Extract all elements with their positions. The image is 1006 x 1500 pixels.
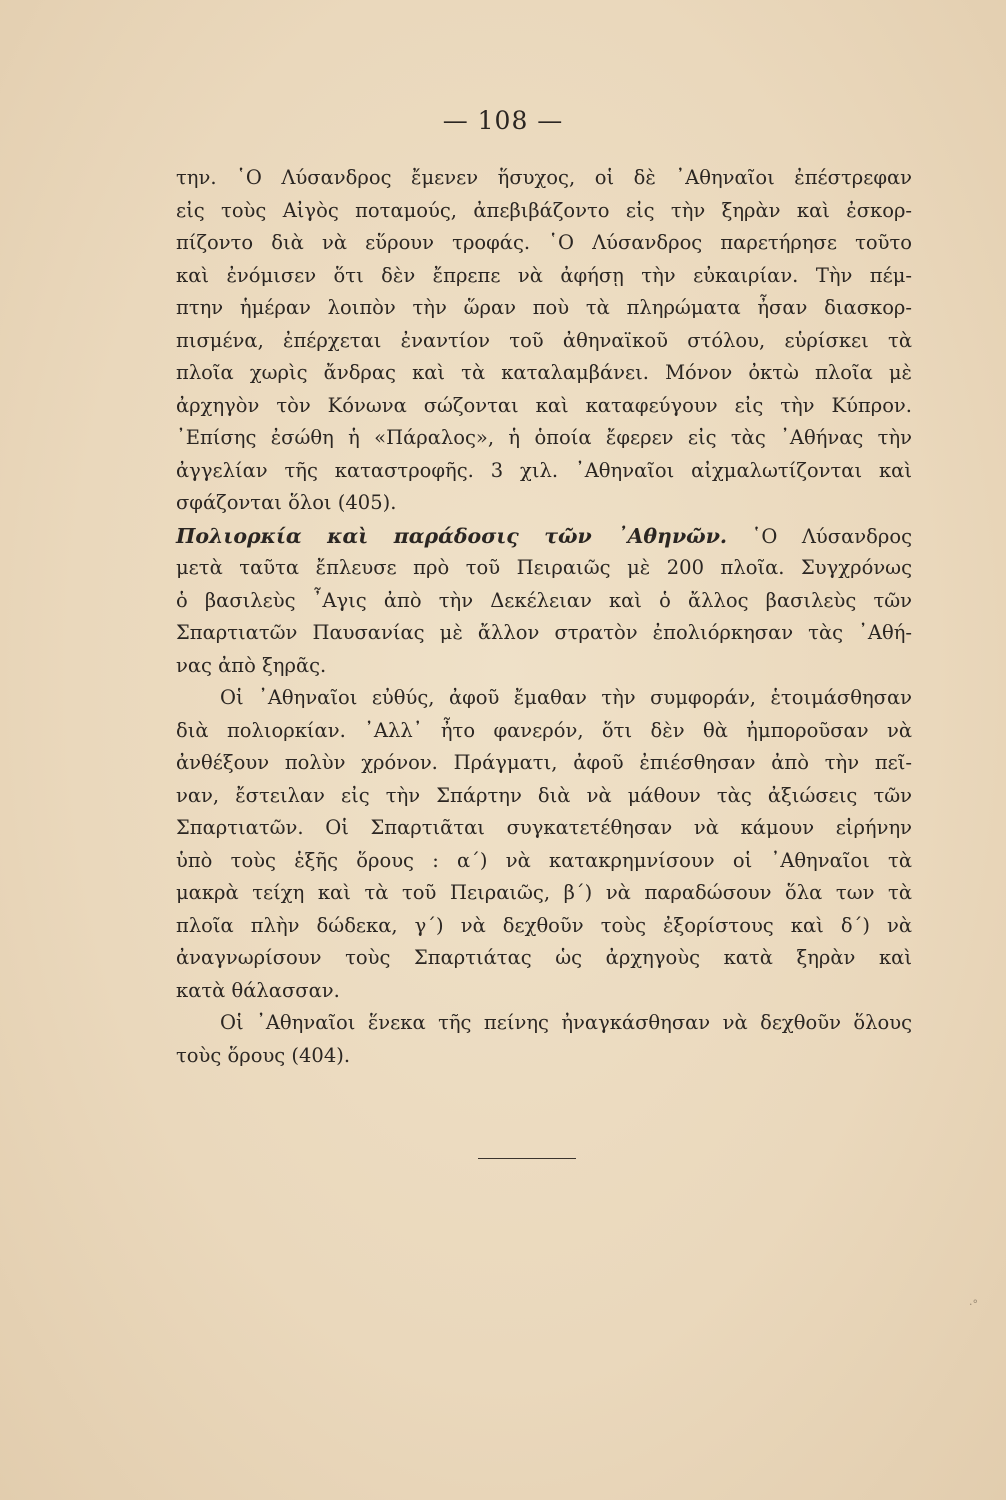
closing-rule xyxy=(478,1158,576,1159)
text-line: Σπαρτιατῶν Παυσανίας μὲ ἄλλον στρατὸν ἐπολιόρκησαν τὰς ᾿Αθή- xyxy=(176,621,912,644)
text-line: καὶ ἐνόμισεν ὅτι δὲν ἔπρεπε νὰ ἀφήσῃ τὴν εὐκαιρίαν. Τὴν πέμ- xyxy=(176,263,912,287)
text-line: ἀναγνωρίσουν τοὺς Σπαρτιάτας ὡς ἀρχηγοὺς κατὰ ξηρὰν καὶ xyxy=(176,946,912,969)
text-line: ἀγγελίαν τῆς καταστροφῆς. 3 χιλ. ᾿Αθηναῖοι αἰχμαλωτίζονται καὶ xyxy=(176,458,912,482)
text-line: ὁ βασιλεὺς ῏Αγις ἀπὸ τὴν Δεκέλειαν καὶ ὁ ἄλλος βασιλεὺς τῶν xyxy=(176,588,912,612)
section-heading: Πολιορκία καὶ παράδοσις τῶν ᾿Αθηνῶν. xyxy=(176,523,728,548)
text-line: ὑπὸ τοὺς ἑξῆς ὅρους : α΄) νὰ κατακρημνίσουν οἱ ᾿Αθηναῖοι τὰ xyxy=(176,848,912,872)
text-line: τοὺς ὅρους (404). xyxy=(176,1043,351,1067)
text-line: μακρὰ τείχη καὶ τὰ τοῦ Πειραιῶς, β΄) νὰ παραδώσουν ὅλα των τὰ xyxy=(176,881,912,904)
text-line: ἀνθέξουν πολὺν χρόνον. Πράγματι, ἀφοῦ ἐπιέσθησαν ἀπὸ τὴν πεῖ- xyxy=(176,751,912,774)
text-line: ναν, ἔστειλαν εἰς τὴν Σπάρτην διὰ νὰ μάθουν τὰς ἀξιώσεις τῶν xyxy=(176,783,912,807)
text-line: ἀρχηγὸν τὸν Κόνωνα σώζονται καὶ καταφεύγουν εἰς τὴν Κύπρον. xyxy=(176,393,912,417)
text-line: ᾿Επίσης ἐσώθη ἡ «Πάραλος», ἡ ὁποία ἔφερεν εἰς τὰς ᾿Αθήνας τὴν xyxy=(176,426,912,449)
text-line: διὰ πολιορκίαν. ᾿Αλλ᾿ ἦτο φανερόν, ὅτι δὲν θὰ ἠμποροῦσαν νὰ xyxy=(176,718,912,742)
text-line: πλοῖα χωρὶς ἄνδρας καὶ τὰ καταλαμβάνει. Μόνον ὀκτὼ πλοῖα μὲ xyxy=(176,361,912,384)
text-line: κατὰ θάλασσαν. xyxy=(176,978,340,1002)
text-line: πτην ἡμέραν λοιπὸν τὴν ὥραν ποὺ τὰ πληρώματα ἦσαν διασκορ- xyxy=(176,296,912,319)
text-line: σφάζονται ὅλοι (405). xyxy=(176,491,397,514)
text-line: μετὰ ταῦτα ἔπλευσε πρὸ τοῦ Πειραιῶς μὲ 200 πλοῖα. Συγχρόνως xyxy=(176,556,912,579)
text-line: πλοῖα πλὴν δώδεκα, γ΄) νὰ δεχθοῦν τοὺς ἐξορίστους καὶ δ΄) νὰ xyxy=(176,913,912,937)
text-line: νας ἀπὸ ξηρᾶς. xyxy=(176,653,327,677)
text-line: Σπαρτιατῶν. Οἱ Σπαρτιᾶται συγκατετέθησαν νὰ κάμουν εἰρήνην xyxy=(176,816,912,839)
text-line: την. ῾Ο Λύσανδρος ἔμενεν ἥσυχος, οἱ δὲ ᾿Αθηναῖοι ἐπέστρεφαν xyxy=(176,166,912,189)
text-line: εἰς τοὺς Αἰγὸς ποταμούς, ἀπεβιβάζοντο εἰς τὴν ξηρὰν καὶ ἐσκορ- xyxy=(176,198,912,222)
text-line-fragment: ῾Ο Λύσανδρος xyxy=(727,524,912,548)
body-text xyxy=(176,162,912,1072)
text-line: Οἱ ᾿Αθηναῖοι ἕνεκα τῆς πείνης ἠναγκάσθησαν νὰ δεχθοῦν ὅλους xyxy=(220,1011,912,1034)
text-line: Οἱ ᾿Αθηναῖοι εὐθύς, ἀφοῦ ἔμαθαν τὴν συμφοράν, ἑτοιμάσθησαν xyxy=(220,686,912,709)
section-heading-line xyxy=(176,520,912,553)
paper-stain: ·° xyxy=(969,1298,978,1311)
text-line: πίζοντο διὰ νὰ εὕρουν τροφάς. ῾Ο Λύσανδρος παρετήρησε τοῦτο xyxy=(176,231,912,254)
text-line: πισμένα, ἐπέρχεται ἐναντίον τοῦ ἀθηναϊκοῦ στόλου, εὑρίσκει τὰ xyxy=(176,328,912,352)
page-number: — 108 — xyxy=(442,106,564,135)
